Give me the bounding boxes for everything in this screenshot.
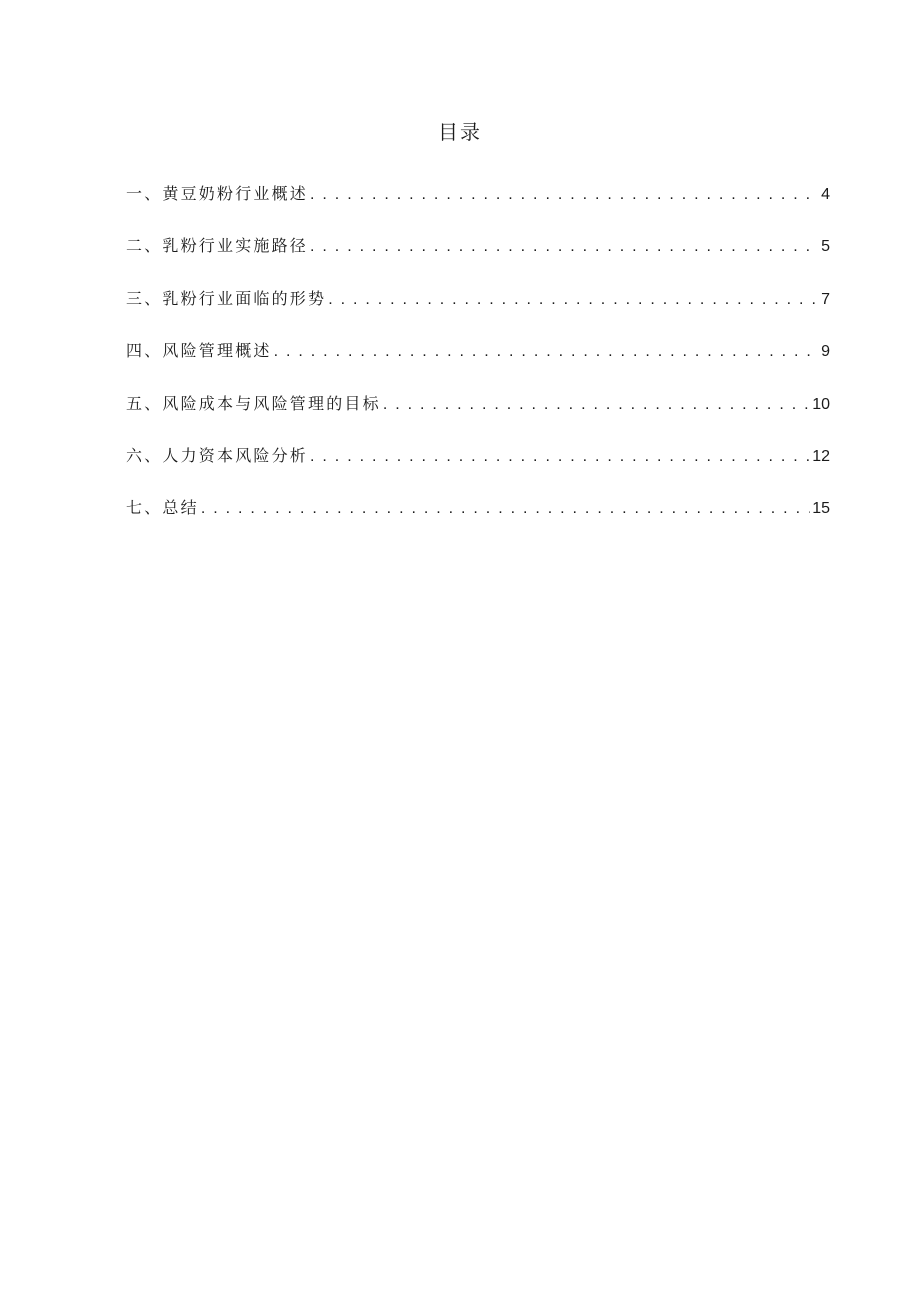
toc-entry[interactable]: [126, 234, 830, 286]
toc-entry-label: 六、人力资本风险分析: [126, 445, 309, 465]
toc-entry-page-number: 4: [821, 186, 830, 203]
toc-entry-page-number: 9: [821, 343, 830, 361]
toc-entry-label: 五、风险成本与风险管理的目标: [126, 393, 381, 413]
toc-dot-leader: [383, 393, 810, 417]
table-of-contents: [126, 182, 830, 549]
toc-entry-page-number: 12: [812, 447, 830, 465]
toc-entry-page-number: 5: [821, 238, 830, 256]
toc-dot-leader: [328, 288, 819, 312]
toc-entry[interactable]: [126, 392, 830, 444]
toc-entry-label: 一、黄豆奶粉行业概述: [126, 184, 309, 203]
toc-entry[interactable]: [126, 182, 830, 234]
toc-dot-leader: [310, 445, 810, 469]
toc-entry-label: 七、总结: [126, 498, 199, 518]
toc-entry-label: 三、乳粉行业面临的形势: [126, 288, 327, 308]
toc-dot-leader: [201, 497, 810, 521]
toc-title: 目录: [438, 120, 482, 144]
toc-dot-leader: [274, 340, 819, 364]
toc-entry[interactable]: [126, 496, 830, 548]
toc-entry-label: 四、风险管理概述: [126, 341, 272, 361]
toc-entry[interactable]: [126, 287, 830, 339]
toc-entry-label: 二、乳粉行业实施路径: [126, 236, 309, 256]
toc-entry[interactable]: [126, 339, 830, 391]
toc-entry-page-number: 15: [812, 500, 830, 518]
toc-entry-page-number: 7: [821, 290, 830, 308]
toc-entry-page-number: 10: [812, 395, 830, 413]
toc-dot-leader: [310, 183, 819, 207]
toc-dot-leader: [310, 235, 819, 259]
toc-entry[interactable]: [126, 444, 830, 496]
